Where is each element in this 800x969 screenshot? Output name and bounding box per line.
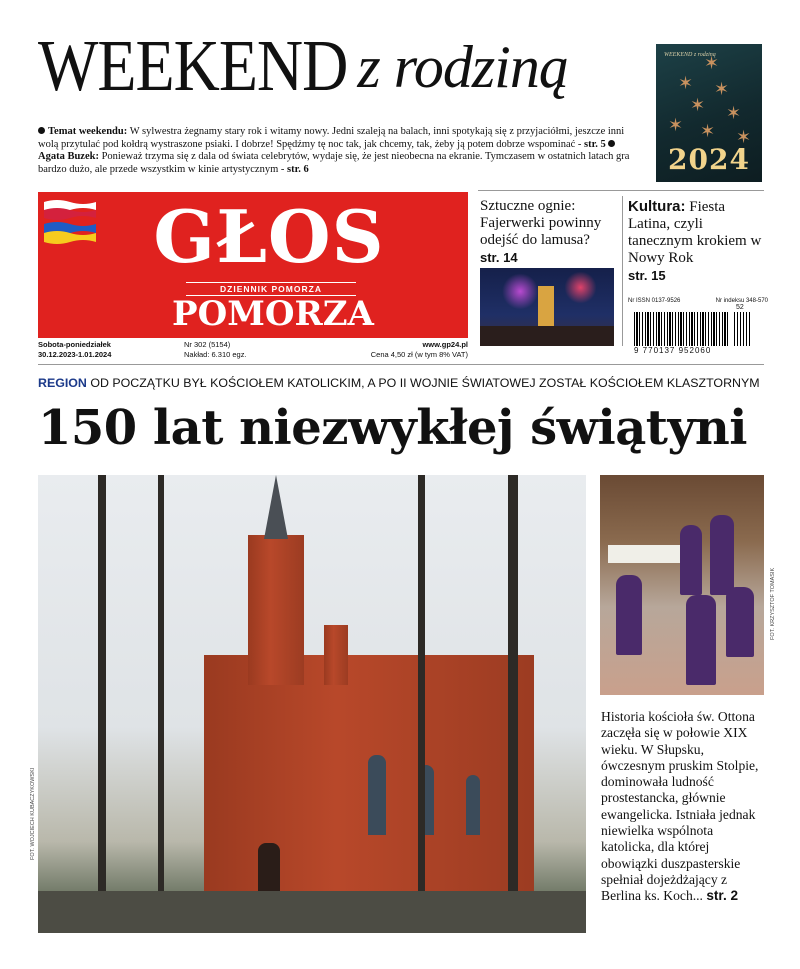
star-icon: ✶ [736,127,752,147]
star-icon: ✶ [668,115,684,135]
issn-info [628,298,768,304]
article-body-text: Historia kościoła św. Ottona zaczęła się w połowie XIX wieku. W Słupsku, ówczesnym pruskim Stolpie, dominowała ludność prostestancka, głównie ewangelicka. Istniała jednak niewielka wspólnota katolicka, dla której obowiązki duszpasterskie spełniał dojeżdżający z Berlina ks. Koch... [601,709,759,904]
weekend-lead-label: Temat weekendu: [48,126,128,137]
church-tower [248,535,304,685]
bullet-icon [38,127,45,134]
issue-web-price [360,340,468,360]
weekend-title [38,24,568,107]
ukraine-flag-icon [44,222,96,246]
weekend-lead-text: W sylwestra żegnamy stary rok i witamy nowy. Jedni szaleją na balach, inni spotykają się z przyjaciółmi, jeszcze inni wolą przytulać pod kołdrą wystraszone psiaki. I dobrze! Spędźmy tę noc tak, jak chcemy, tak, żeby ją potem dobrze wspominać - [38,126,625,150]
main-headline[interactable]: 150 lat niezwykłej świątyni [38,400,747,456]
tree-trunk [158,475,164,933]
promo-fireworks-ref: str. 14 [480,250,518,265]
tree-trunk [98,475,106,933]
side-photo-credit: FOT. KRZYSZTOF TOMASIK [770,567,776,640]
church-window [466,775,480,835]
star-icon: ✶ [690,95,706,115]
issue-circulation: Nakład: 6.310 egz. [184,350,247,359]
barcode-number: 9 770137 952060 [634,346,712,355]
masthead-name-bottom: POMORZA [172,294,374,334]
mass-photo[interactable] [600,475,764,695]
star-icon: ✶ [678,73,694,93]
index-number: Nr indeksu 348-570 [715,298,768,304]
fireworks-photo[interactable] [480,268,614,346]
church-turret [324,625,348,685]
spire-shape [264,475,288,539]
promo-fireworks-text: Sztuczne ognie: Fajerwerki powinny odejść do lamusa? [480,198,602,248]
promo-culture-ref: str. 15 [628,268,666,283]
star-icon: ✶ [704,53,720,73]
bullet-icon [608,140,615,147]
buildings-shape [480,326,614,346]
kicker-label: REGION [38,376,87,390]
weekend-lead-ref[interactable]: str. 5 [584,138,606,150]
issue-date [38,340,111,360]
priest-figure [710,515,734,595]
barcode-ext-number: 52 [736,304,744,311]
priest-figure [680,525,702,595]
masthead-subtitle: DZIENNIK POMORZA [186,282,356,296]
issue-dates: 30.12.2023-1.01.2024 [38,350,112,359]
priest-figure [686,595,716,685]
priest-figure [616,575,642,655]
tree-trunk [418,475,425,933]
promo-fireworks[interactable] [480,198,620,267]
weekend-teaser [38,126,638,176]
weekend-title-italic: z rodziną [357,34,568,100]
masthead-name-top: GŁOS [153,194,385,279]
article-ref[interactable]: str. 2 [706,888,739,904]
issue-number: Nr 302 (5154) [184,340,231,349]
headline-kicker [38,376,760,390]
divider [38,364,764,365]
tree-trunk [508,475,518,933]
weekend-second-text: Ponieważ trzyma się z dala od świata celebrytów, wydaje się, że jest nieobecna na ekranie. Tymczasem w ostatnich latach gra bardzo dużo, ale przede wszystkim w kinie artystycznym - [38,151,630,175]
issue-price: Cena 4,50 zł (w tym 8% VAT) [370,350,468,359]
photo-credit: FOT. WOJCIECH KUBACZYKOWSKI [30,767,36,860]
promo-culture[interactable] [628,198,768,285]
star-icon: ✶ [714,79,730,99]
issue-info [184,340,247,360]
poland-flag-icon [44,198,96,222]
issue-days: Sobota-poniedziałek [38,340,111,349]
barcode-ext [734,312,752,346]
weekend-second-label: Agata Buzek: [38,151,99,163]
article-body [601,709,767,905]
weekend-magazine-cover[interactable] [656,44,762,182]
church-photo[interactable] [38,475,586,933]
barcode [634,312,730,346]
star-icon: ✶ [726,103,742,123]
promo-culture-text: Fiesta Latina, czyli tanecznym krokiem w Nowy Rok [628,199,762,266]
weekend-second-ref[interactable]: str. 6 [287,163,309,175]
promo-culture-label: Kultura: [628,198,686,215]
issn-number: Nr ISSN 0137-9526 [628,298,681,304]
website-link[interactable]: www.gp24.pl [422,340,468,349]
magazine-cover-year: 2024 [668,143,750,176]
star-icon: ✶ [700,121,716,141]
church-window [368,755,386,835]
divider [622,196,623,346]
divider [478,190,764,191]
priest-figure [726,587,754,657]
ground [38,891,586,933]
kicker-text: OD POCZĄTKU BYŁ KOŚCIOŁEM KATOLICKIM, A PO II WOJNIE ŚWIATOWEJ ZOSTAŁ KOŚCIOŁEM KLASZTORNYM [90,376,760,390]
weekend-title-main: WEEKEND [38,24,348,107]
masthead-logo[interactable] [38,192,468,338]
magazine-cover-title: WEEKEND z rodziną [664,52,716,58]
